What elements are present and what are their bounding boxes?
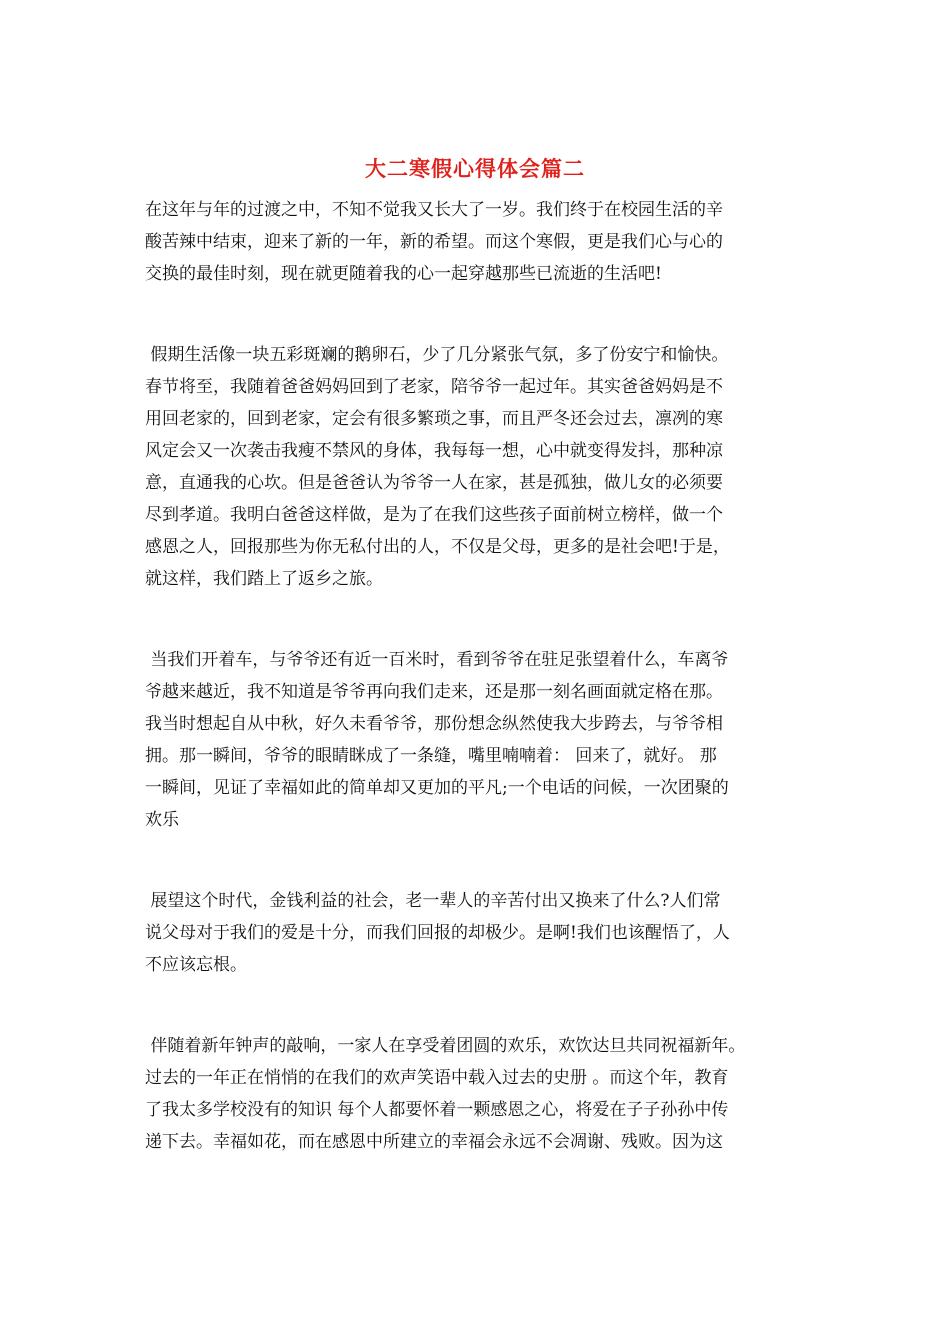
text-line: 一瞬间，见证了幸福如此的简单却又更加的平凡;一个电话的问候，一次团聚的 (145, 778, 729, 798)
text-line: 在这年与年的过渡之中，不知不觉我又长大了一岁。我们终于在校园生活的辛 (145, 200, 723, 220)
text-line: 递下去。幸福如花，而在感恩中所建立的幸福会永远不会凋谢、残败。因为这 (145, 1132, 723, 1152)
text-line: 过去的一年正在悄悄的在我们的欢声笑语中载入过去的史册 。而这个年，教育 (145, 1068, 729, 1088)
text-line: 风定会又一次袭击我瘦不禁风的身体，我每每一想，心中就变得发抖，那种凉 (145, 441, 723, 461)
text-line: 酸苦辣中结束，迎来了新的一年，新的希望。而这个寒假，更是我们心与心的 (145, 232, 723, 252)
text-line: 用回老家的，回到老家，定会有很多繁琐之事，而且严冬还会过去，凛冽的寒 (145, 409, 723, 429)
text-line: 说父母对于我们的爱是十分，而我们回报的却极少。是啊!我们也该醒悟了，人 (145, 923, 730, 943)
text-line: 欢乐 (145, 810, 179, 830)
paragraph-spacer (145, 595, 825, 644)
text-line: 不应该忘根。 (145, 955, 247, 975)
text-line: 爷越来越近，我不知道是爷爷再向我们走来，还是那一刻名画面就定格在那。 (145, 682, 723, 702)
paragraph-spacer (145, 290, 825, 339)
text-line: 交换的最佳时刻，现在就更随着我的心一起穿越那些已流逝的生活吧! (145, 264, 662, 284)
document-body (145, 194, 825, 1158)
text-line: 感恩之人，回报那些为你无私付出的人，不仅是父母，更多的是社会吧!于是， (145, 537, 730, 557)
paragraph (145, 194, 825, 290)
text-line: 当我们开着车，与爷爷还有近一百米时，看到爷爷在驻足张望着什么，车离爷 (145, 650, 729, 670)
text-line: 伴随着新年钟声的敲响，一家人在享受着团圆的欢乐，欢饮达旦共同祝福新年。 (145, 1036, 746, 1056)
text-line: 我当时想起自从中秋，好久未看爷爷，那份想念纵然使我大步跨去，与爷爷相 (145, 714, 723, 734)
text-line: 就这样，我们踏上了返乡之旅。 (145, 569, 383, 589)
paragraph (145, 644, 825, 836)
text-line: 假期生活像一块五彩斑斓的鹅卵石，少了几分紧张气氛，多了份安宁和愉快。 (145, 345, 729, 365)
text-line: 意，直通我的心坎。但是爸爸认为爷爷一人在家，甚是孤独，做儿女的必须要 (145, 473, 723, 493)
paragraph (145, 1030, 825, 1158)
text-line: 了我太多学校没有的知识 每个人都要怀着一颗感恩之心，将爱在子子孙孙中传 (145, 1100, 729, 1120)
paragraph (145, 885, 825, 981)
text-line: 拥。那一瞬间，爷爷的眼睛眯成了一条缝，嘴里喃喃着： 回来了，就好。 那 (145, 746, 717, 766)
text-line: 尽到孝道。我明白爸爸这样做，是为了在我们这些孩子面前树立榜样，做一个 (145, 505, 723, 525)
paragraph (145, 339, 825, 595)
text-line: 春节将至，我随着爸爸妈妈回到了老家，陪爷爷一起过年。其实爸爸妈妈是不 (145, 377, 723, 397)
paragraph-spacer (145, 836, 825, 885)
text-line: 展望这个时代，金钱利益的社会，老一辈人的辛苦付出又换来了什么?人们常 (145, 891, 721, 911)
document-title: 大二寒假心得体会篇二 (365, 156, 585, 181)
paragraph-spacer (145, 981, 825, 1030)
